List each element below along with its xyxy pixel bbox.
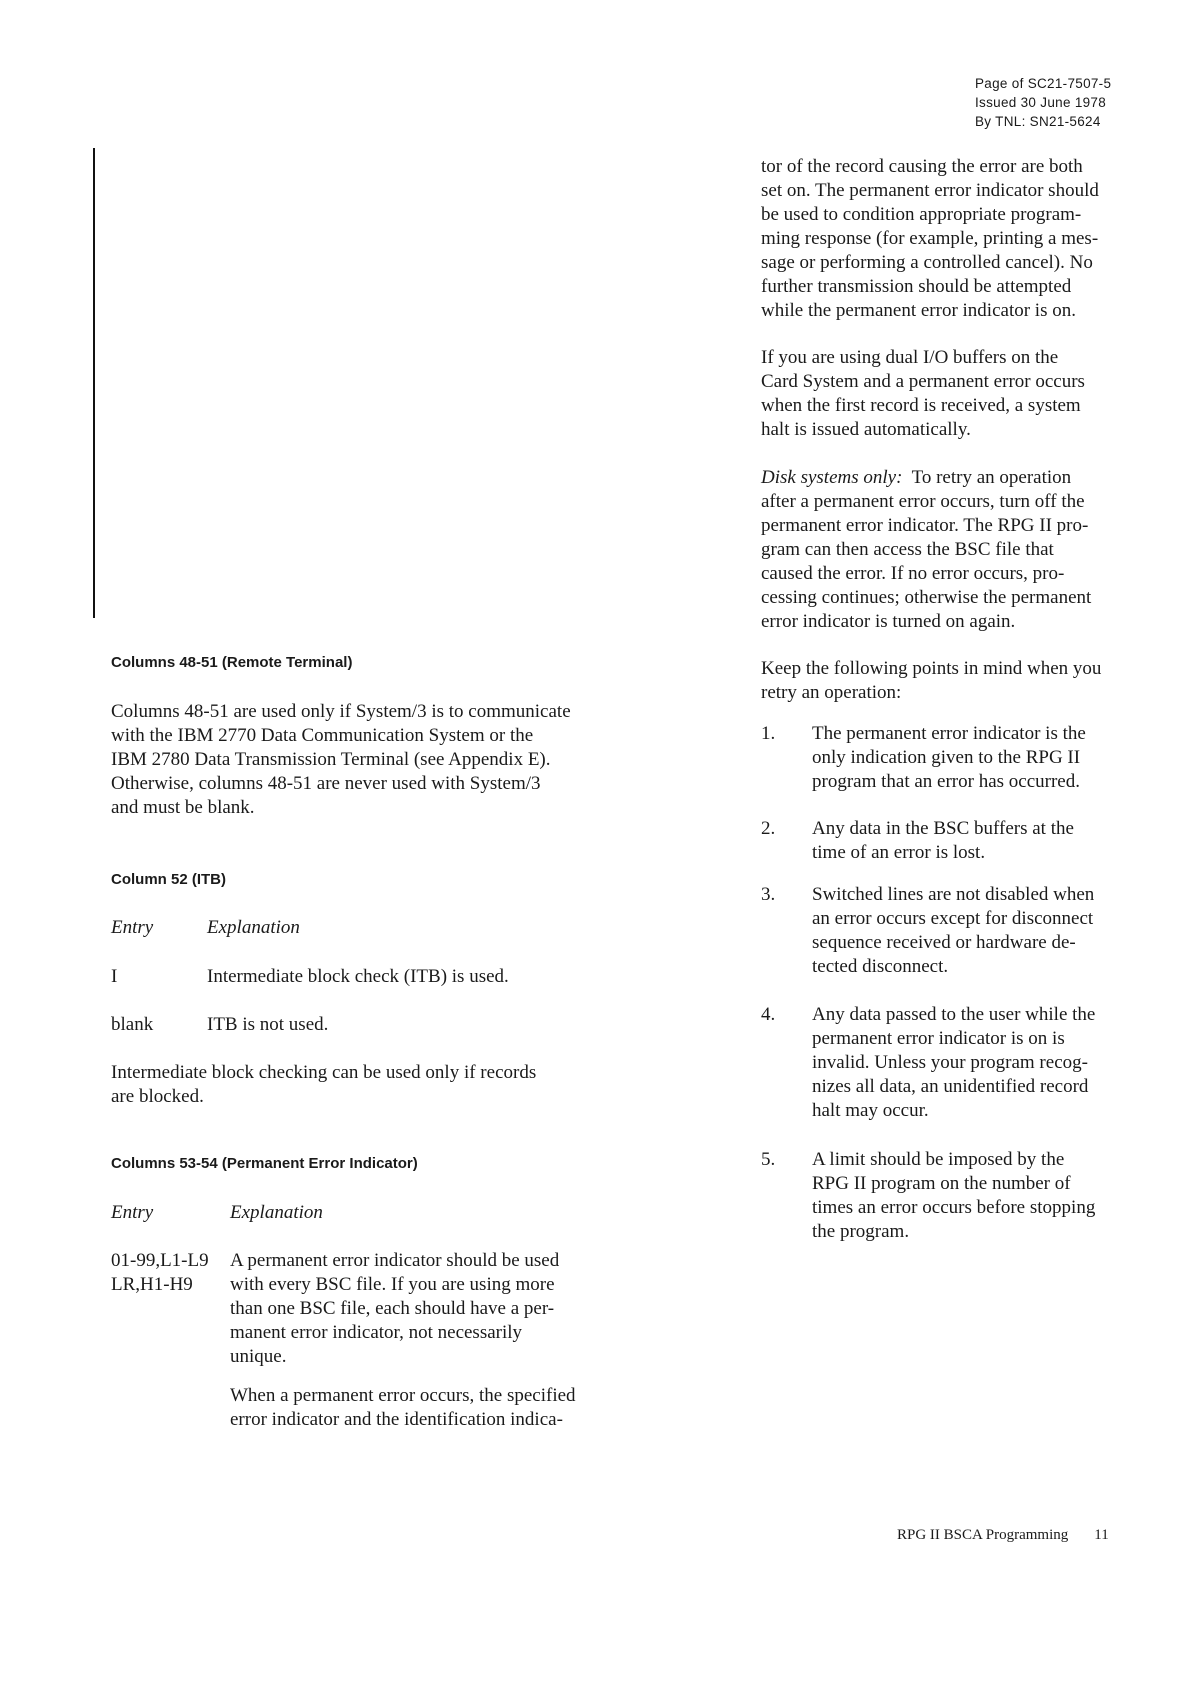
text-line: When a permanent error occurs, the specified xyxy=(230,1385,576,1406)
text-line: the program. xyxy=(812,1221,910,1242)
text-line: with every BSC file. If you are using more xyxy=(230,1274,555,1295)
heading-columns-53-54: Columns 53-54 (Permanent Error Indicator) xyxy=(111,1155,418,1172)
text-line: an error occurs except for disconnect xyxy=(812,908,1094,929)
footer-title: RPG II BSCA Programming xyxy=(897,1527,1069,1543)
text-line: A permanent error indicator should be used xyxy=(230,1250,560,1271)
paragraph-error-indicator xyxy=(761,155,1099,323)
text-line: only indication given to the RPG II xyxy=(812,747,1081,768)
text-line: 01-99,L1-L9 xyxy=(111,1250,209,1271)
heading-column-52: Column 52 (ITB) xyxy=(111,871,226,888)
entry-column-header: Entry xyxy=(111,917,154,938)
text-line xyxy=(761,466,1091,490)
text-line: gram can then access the BSC file that xyxy=(761,539,1054,560)
text-line: Intermediate block checking can be used only if records xyxy=(111,1062,537,1083)
text-line: manent error indicator, not necessarily xyxy=(230,1322,523,1343)
text-line: sequence received or hardware de- xyxy=(812,932,1076,953)
text-line: time of an error is lost. xyxy=(812,842,986,863)
list-number: 5. xyxy=(761,1149,776,1170)
text-line: cessing continues; otherwise the permanent xyxy=(761,587,1092,608)
italic-lead-in: Disk systems only: xyxy=(761,467,903,488)
text-line: nizes all data, an unidentified record xyxy=(812,1076,1089,1097)
text-line: sage or performing a controlled cancel). No xyxy=(761,252,1093,273)
text-line: unique. xyxy=(230,1346,287,1367)
paragraph-itb-note xyxy=(111,1061,536,1109)
entry-explanation: Intermediate block check (ITB) is used. xyxy=(207,966,509,987)
entry-explanation: ITB is not used. xyxy=(207,1014,329,1035)
text-line: with the IBM 2770 Data Communication System or the xyxy=(111,725,534,746)
text-line: Keep the following points in mind when you xyxy=(761,658,1102,679)
text-line: Columns 48-51 are used only if System/3 is to communicate xyxy=(111,701,571,722)
entry-value: I xyxy=(111,966,118,987)
entry-explanation-continued xyxy=(230,1384,576,1432)
paragraph-dual-buffers xyxy=(761,346,1085,442)
text-line: times an error occurs before stopping xyxy=(812,1197,1096,1218)
text-line: Any data in the BSC buffers at the xyxy=(812,818,1074,839)
text-line: are blocked. xyxy=(111,1086,204,1107)
text-line: set on. The permanent error indicator should xyxy=(761,180,1099,201)
list-number: 4. xyxy=(761,1004,776,1025)
explanation-column-header: Explanation xyxy=(207,917,300,938)
text-line: Card System and a permanent error occurs xyxy=(761,371,1085,392)
list-item xyxy=(812,1003,1095,1123)
text-line: error indicator and the identification indica- xyxy=(230,1409,563,1430)
text-line: further transmission should be attempted xyxy=(761,276,1072,297)
text-line: permanent error indicator. The RPG II pro- xyxy=(761,515,1089,536)
text-line: after a permanent error occurs, turn off the xyxy=(761,491,1085,512)
page-number: 11 xyxy=(1094,1527,1109,1543)
explanation-column-header: Explanation xyxy=(230,1202,323,1223)
revision-change-bar xyxy=(93,148,95,618)
text-line: when the first record is received, a system xyxy=(761,395,1081,416)
text-line: retry an operation: xyxy=(761,682,902,703)
text-line: IBM 2780 Data Transmission Terminal (see Appendix E). xyxy=(111,749,551,770)
text-line: Switched lines are not disabled when xyxy=(812,884,1095,905)
text-line: program that an error has occurred. xyxy=(812,771,1080,792)
paragraph-retry-points xyxy=(761,657,1101,705)
text-line: A limit should be imposed by the xyxy=(812,1149,1065,1170)
text-line: caused the error. If no error occurs, pro- xyxy=(761,563,1065,584)
text-line: than one BSC file, each should have a per- xyxy=(230,1298,555,1319)
text-line: Otherwise, columns 48-51 are never used with System/3 xyxy=(111,773,541,794)
text-line: The permanent error indicator is the xyxy=(812,723,1086,744)
text-line: and must be blank. xyxy=(111,797,255,818)
entry-value: blank xyxy=(111,1014,154,1035)
list-item xyxy=(812,883,1094,979)
list-item xyxy=(812,817,1074,865)
page-footer xyxy=(897,1523,1109,1547)
header-page-ref: Page of SC21-7507-5 xyxy=(975,76,1112,91)
text-line: halt is issued automatically. xyxy=(761,419,971,440)
page-header xyxy=(975,74,1111,131)
text-line: while the permanent error indicator is on. xyxy=(761,300,1076,321)
text-line: ming response (for example, printing a mes- xyxy=(761,228,1099,249)
text-line: RPG II program on the number of xyxy=(812,1173,1071,1194)
paragraph-columns-48-51 xyxy=(111,700,571,820)
list-number: 2. xyxy=(761,818,776,839)
text-line: permanent error indicator is on is xyxy=(812,1028,1065,1049)
list-item xyxy=(812,722,1086,794)
text-line: be used to condition appropriate program- xyxy=(761,204,1082,225)
text-run: To retry an operation xyxy=(902,467,1072,488)
entry-column-header: Entry xyxy=(111,1202,154,1223)
list-number: 3. xyxy=(761,884,776,905)
text-line: LR,H1-H9 xyxy=(111,1274,193,1295)
text-line: invalid. Unless your program recog- xyxy=(812,1052,1088,1073)
heading-columns-48-51: Columns 48-51 (Remote Terminal) xyxy=(111,654,353,671)
list-number: 1. xyxy=(761,723,776,744)
entry-value xyxy=(111,1249,209,1297)
text-line: Any data passed to the user while the xyxy=(812,1004,1096,1025)
entry-explanation xyxy=(230,1249,559,1369)
text-line: If you are using dual I/O buffers on the xyxy=(761,347,1059,368)
list-item xyxy=(812,1148,1095,1244)
header-issue-date: Issued 30 June 1978 xyxy=(975,95,1107,110)
paragraph-disk-systems xyxy=(761,466,1091,634)
text-line: tor of the record causing the error are both xyxy=(761,156,1083,177)
header-tnl: By TNL: SN21-5624 xyxy=(975,114,1101,129)
text-line: tected disconnect. xyxy=(812,956,949,977)
text-line: halt may occur. xyxy=(812,1100,929,1121)
text-line: error indicator is turned on again. xyxy=(761,611,1016,632)
